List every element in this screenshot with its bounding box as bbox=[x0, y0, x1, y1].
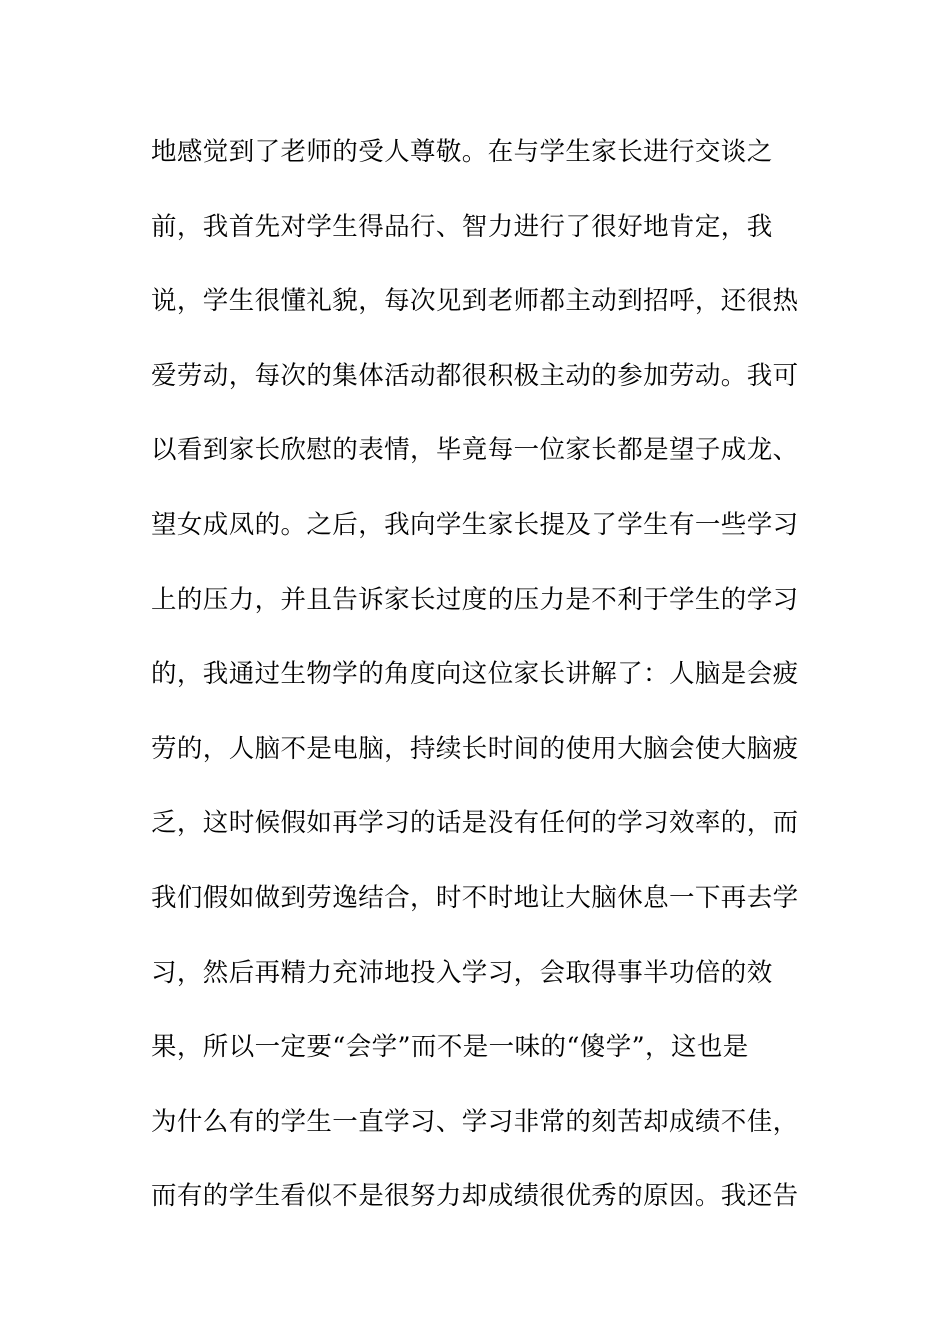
text-line: 说，学生很懂礼貌，每次见到老师都主动到招呼，还很热 bbox=[151, 286, 799, 317]
text-line: 爱劳动，每次的集体活动都很积极主动的参加劳动。我可 bbox=[151, 360, 799, 391]
body-text bbox=[151, 132, 801, 1251]
text-line: 为什么有的学生一直学习、学习非常的刻苦却成绩不佳， bbox=[151, 1106, 799, 1137]
text-line: 上的压力，并且告诉家长过度的压力是不利于学生的学习 bbox=[151, 584, 799, 615]
text-line: 劳的，人脑不是电脑，持续长时间的使用大脑会使大脑疲 bbox=[151, 733, 799, 764]
text-line: 果，所以一定要“会学”而不是一味的“傻学”，这也是 bbox=[151, 1032, 749, 1063]
text-line: 前，我首先对学生得品行、智力进行了很好地肯定，我 bbox=[151, 211, 773, 242]
text-line: 我们假如做到劳逸结合，时不时地让大脑休息一下再去学 bbox=[151, 882, 799, 913]
text-line: 乏，这时候假如再学习的话是没有任何的学习效率的，而 bbox=[151, 808, 799, 839]
text-line: 地感觉到了老师的受人尊敬。在与学生家长进行交谈之 bbox=[151, 137, 773, 167]
text-line: 而有的学生看似不是很努力却成绩很优秀的原因。我还告 bbox=[151, 1181, 799, 1212]
text-line: 的，我通过生物学的角度向这位家长讲解了：人脑是会疲 bbox=[151, 659, 799, 690]
text-line: 以看到家长欣慰的表情，毕竟每一位家长都是望子成龙、 bbox=[151, 435, 799, 466]
text-line: 习，然后再精力充沛地投入学习，会取得事半功倍的效 bbox=[151, 957, 773, 988]
text-line: 望女成凤的。之后，我向学生家长提及了学生有一些学习 bbox=[151, 509, 799, 540]
